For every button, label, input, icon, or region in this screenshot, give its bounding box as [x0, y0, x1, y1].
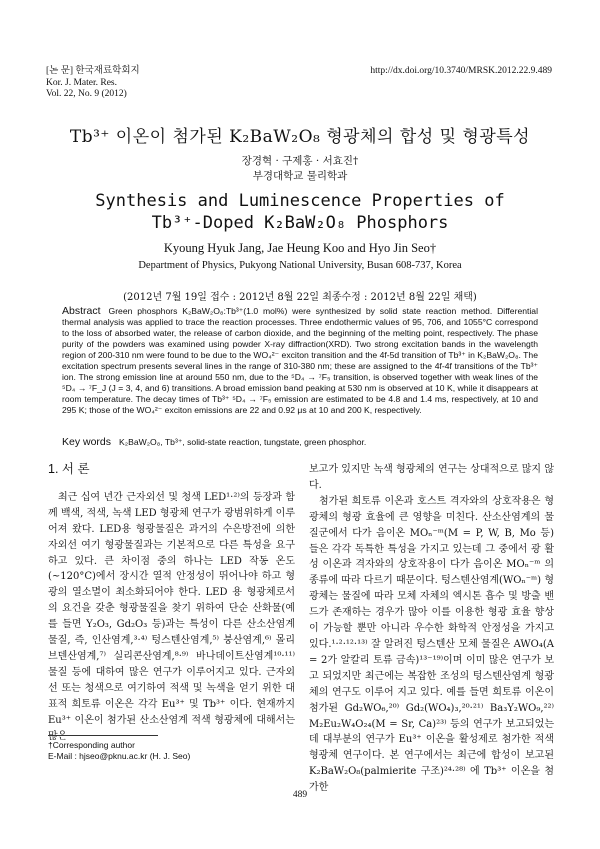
title-english-line1: Synthesis and Luminescence Properties of [95, 191, 505, 211]
title-english-line2: Tb³⁺-Doped K₂BaW₂O₈ Phosphors [151, 213, 449, 233]
authors-korean: 장경혁 · 구제홍 · 서효진† [241, 155, 359, 167]
section-heading-introduction: 1. 서 론 [48, 462, 90, 476]
abstract [62, 306, 538, 416]
submission-dates: (2012년 7월 19일 접수 : 2012년 8월 22일 최종수정 : 2012년 8월 22일 채택) [123, 292, 477, 303]
abstract-text: Green phosphors K₂BaW₂O₈:Tb³⁺(1.0 mol%) were synthesized by solid state reaction method. Differential thermal analysis was applied to trace the reaction processes. Three endothermic values of 95, 706, and 1055°C correspond to the loss of absorbed water, the release of carbon dioxide, and the beginning of the melting point, respectively. The phase purity of the powders was examined using powder X-ray diffraction(XRD). Two strong excitation bands in the wavelength region of 200-310 nm were found to be due to the WO₄²⁻ exciton transition and the 4f-5d transition of Tb³⁺ in K₂BaW₂O₈. The excitation spectrum presents several lines in the range of 310-380 nm; these are assigned to the 4f-4f transitions of the Tb³⁺ ion. The strong emission line at around 550 nm, due to the ⁵D₄ → ⁷F₅ transition, is observed together with weak lines of the ⁵D₄ → ⁷F_J (J = 3, 4, and 6) transitions. A broad emission band peaking at 530 nm is observed at 10 K, while it disappears at room temperature. The decay times of Tb³⁺ ⁵D₄ → ⁷F₅ emission are estimated to be 4.8 and 1.4 ms, respectively, at 10 and 295 K; those of the WO₄²⁻ exciton emissions are 22 and 0.92 μs at 10 and 200 K, respectively. [62, 306, 538, 415]
affiliation-korean: 부경대학교 물리학과 [252, 170, 348, 182]
journal-name-en: Kor. J. Mater. Res. [46, 77, 117, 88]
title-english [0, 190, 600, 234]
body-paragraph: 첨가된 희토류 이온과 호스트 격자와의 상호작용은 형광체의 형광 효율에 큰 영향을 미친다. 산소산염계의 물질군에서 다가 음이온 MOₙ⁻ᵐ(M = P, W, B, Mo 등) 들은 각각 독특한 특성을 가지고 있는데 그 중에서 광 활성 이온과 격자와의 상호작용이 다가 음이온 MOₙ⁻ᵐ 의 종류에 따라 다르기 때문이다. 텅스텐산염계(WOₙ⁻ᵐ) 형광체는 물질에 따라 모체 자체의 엑시톤 흡수 및 방출 밴드가 존재하는 경우가 많아 이를 이용한 형광 효율 향상이 가능할 뿐만 아니라 우수한 화학적 안정성을 가지고 있다.¹·²·¹²·¹³⁾ 잘 알려진 텅스텐산 모체 물질은 AWO₄(A = 2가 알칼리 토류 금속)¹³⁻¹⁹⁾이며 이미 많은 연구가 보고 되었지만 최근에는 복잡한 조성의 텅스텐산염계 형광체의 연구도 이루어 지고 있다. 예를 들면 희토류 이온이 첨가된 Gd₂WO₆,²⁰⁾ Gd₂(WO₄)₃,²⁰·²¹⁾ Ba₃Y₂WO₉,²²⁾ M₂Eu₂W₄O₂₄(M = Sr, Ca)²³⁾ 등의 연구가 보고되었는데 대부분의 연구가 Eu³⁺ 이온을 활성제로 첨가한 적색 형광체 연구이다. 본 연구에서는 최근에 합성이 보고된 K₂BaW₂O₈(palmierite 구조)²⁴·²⁸⁾ 에 Tb³⁺ 이온을 첨가한 [309, 495, 554, 794]
keywords [62, 436, 538, 448]
title-korean: Tb³⁺ 이온이 첨가된 K₂BaW₂O₈ 형광체의 합성 및 형광특성 [69, 127, 531, 147]
journal-volume: Vol. 22, No. 9 (2012) [46, 89, 127, 99]
doi-link[interactable]: http://dx.doi.org/10.3740/MRSK.2012.22.9.489 [370, 66, 552, 76]
abstract-label: Abstract [62, 305, 101, 317]
authors-english: Kyoung Hyuk Jang, Jae Heung Koo and Hyo Jin Seo† [163, 241, 437, 255]
author-email: E-Mail : hjseo@pknu.ac.kr (H. J. Seo) [48, 751, 191, 761]
page-number: 489 [292, 790, 308, 800]
affiliation-english: Department of Physics, Pukyong National University, Busan 608-737, Korea [138, 260, 462, 271]
keywords-text: K₂BaW₂O₈, Tb³⁺, solid-state reaction, tungstate, green phosphor. [119, 437, 367, 447]
journal-name-ko: [논 문] 한국재료학회지 [46, 66, 140, 76]
body-column-left [48, 462, 295, 744]
body-column-right [309, 462, 554, 796]
body-paragraph: 보고가 있지만 녹색 형광체의 연구는 상대적으로 많지 않다. [309, 464, 554, 491]
body-paragraph: 최근 십여 년간 근자외선 및 청색 LED¹·²⁾의 등장과 함께 백색, 적색, 녹색 LED 형광체 연구가 광범위하게 이루어져 왔다. LED용 형광물질은 과거의 수은방전에 의한 자외선 여기 형광물질과는 기본적으로 다른 특성을 요구하고 있다. 큰 차이점 중의 하나는 LED 작동 온도(~120°C)에서 장시간 열적 안정성이 뛰어나야 하고 형광의 열소멸이 최소화되어야 한다. LED 용 형광체로서의 요건을 갖춘 형광물질을 찾기 위하여 단순 산화물(예를 들면 Y₂O₃, Gd₂O₃ 등)과는 특성이 다른 산소산염계 물질, 즉, 인산염계,³·⁴⁾ 텅스텐산염계,⁵⁾ 붕산염계,⁶⁾ 몰리브덴산염계,⁷⁾ 실리콘산염계,⁸·⁹⁾ 바나데이트산염계¹⁰·¹¹⁾ 물질 등에 대하여 많은 연구가 이루어지고 있다. 근자외선 또는 청색으로 여기하여 적색 및 녹색을 얻기 위한 대표적 희토류 이온은 각각 Eu³⁺ 및 Tb³⁺ 이다. 현재까지 Eu³⁺ 이온이 첨가된 산소산염계 적색 형광체에 대해서는 많은 [48, 491, 295, 742]
keywords-label: Key words [62, 436, 112, 448]
footnote [48, 740, 190, 762]
footnote-divider [48, 735, 158, 736]
corresponding-author-note: †Corresponding author [48, 740, 135, 750]
journal-header [46, 66, 140, 101]
